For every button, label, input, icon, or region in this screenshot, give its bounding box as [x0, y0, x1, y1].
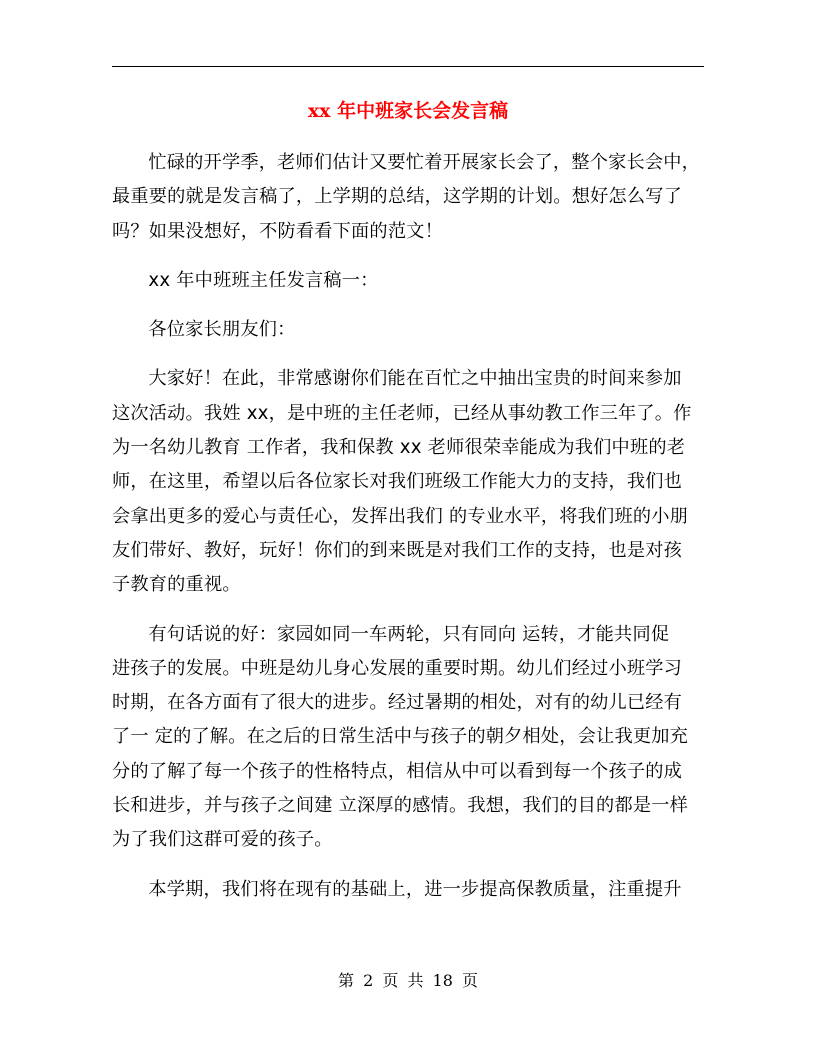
paragraph-line: 长和进步，并与孩子之间建 立深厚的感情。我想，我们的目的都是一样 [112, 795, 688, 817]
paragraph-line: 忙碌的开学季，老师们估计又要忙着开展家长会了，整个家长会中， [148, 152, 701, 173]
paragraph-salutation [112, 313, 704, 347]
paragraph-semester-plan [112, 873, 704, 907]
paragraph-line: 为了我们这群可爱的孩子。 [112, 829, 333, 851]
page-footer: 第 2 页 共 18 页 [338, 971, 478, 990]
paragraph-heading [112, 264, 704, 298]
paragraph-line: 吗？如果没想好，不防看看下面的范文！ [112, 220, 443, 242]
paragraph-line: 友们带好、教好，玩好！你们的到来既是对我们工作的支持，也是对孩 [112, 539, 683, 561]
header-rule [112, 66, 704, 67]
paragraph-line: 了一 定的了解。在之后的日常生活中与孩子的朝夕相处，会让我更加充 [112, 726, 688, 748]
paragraph-line: 分的了解了每一个孩子的性格特点，相信从中可以看到每一个孩子的成 [112, 760, 683, 782]
paragraph-line: 这次活动。我姓 xx，是中班的主任老师，已经从事幼教工作三年了。作 [112, 402, 692, 424]
document-body [112, 146, 704, 922]
document-title: xx 年中班家长会发言稿 [307, 100, 509, 122]
paragraph-line: 时期，在各方面有了很大的进步。经过暑期的相处，对有的幼儿已经有 [112, 692, 683, 714]
paragraph-development [112, 618, 704, 858]
paragraph-line: 大家好！在此，非常感谢你们能在百忙之中抽出宝贵的时间来参加 [148, 368, 682, 390]
paragraph-line: 最重要的就是发言稿了，上学期的总结，这学期的计划。想好怎么写了 [112, 186, 683, 208]
paragraph-line: 师，在这里，希望以后各位家长对我们班级工作能大力的支持，我们也 [112, 471, 683, 493]
paragraph-line: 子教育的重视。 [112, 574, 241, 596]
paragraph-line: 为一名幼儿教育 工作者，我和保教 xx 老师很荣幸能成为我们中班的老 [112, 437, 686, 459]
paragraph-line: 进孩子的发展。中班是幼儿身心发展的重要时期。幼儿们经过小班学习 [112, 657, 683, 679]
paragraph-line: 各位家长朋友们： [148, 319, 296, 341]
paragraph-greeting [112, 362, 704, 602]
paragraph-line: xx 年中班班主任发言稿一： [148, 269, 379, 291]
paragraph-line: 有句话说的好：家园如同一车两轮，只有同向 运转，才能共同促 [148, 623, 670, 645]
paragraph-line: 本学期，我们将在现有的基础上，进一步提高保教质量，注重提升 [148, 878, 682, 900]
paragraph-intro [112, 146, 704, 249]
paragraph-line: 会拿出更多的爱心与责任心，发挥出我们 的专业水平，将我们班的小朋 [112, 505, 688, 527]
